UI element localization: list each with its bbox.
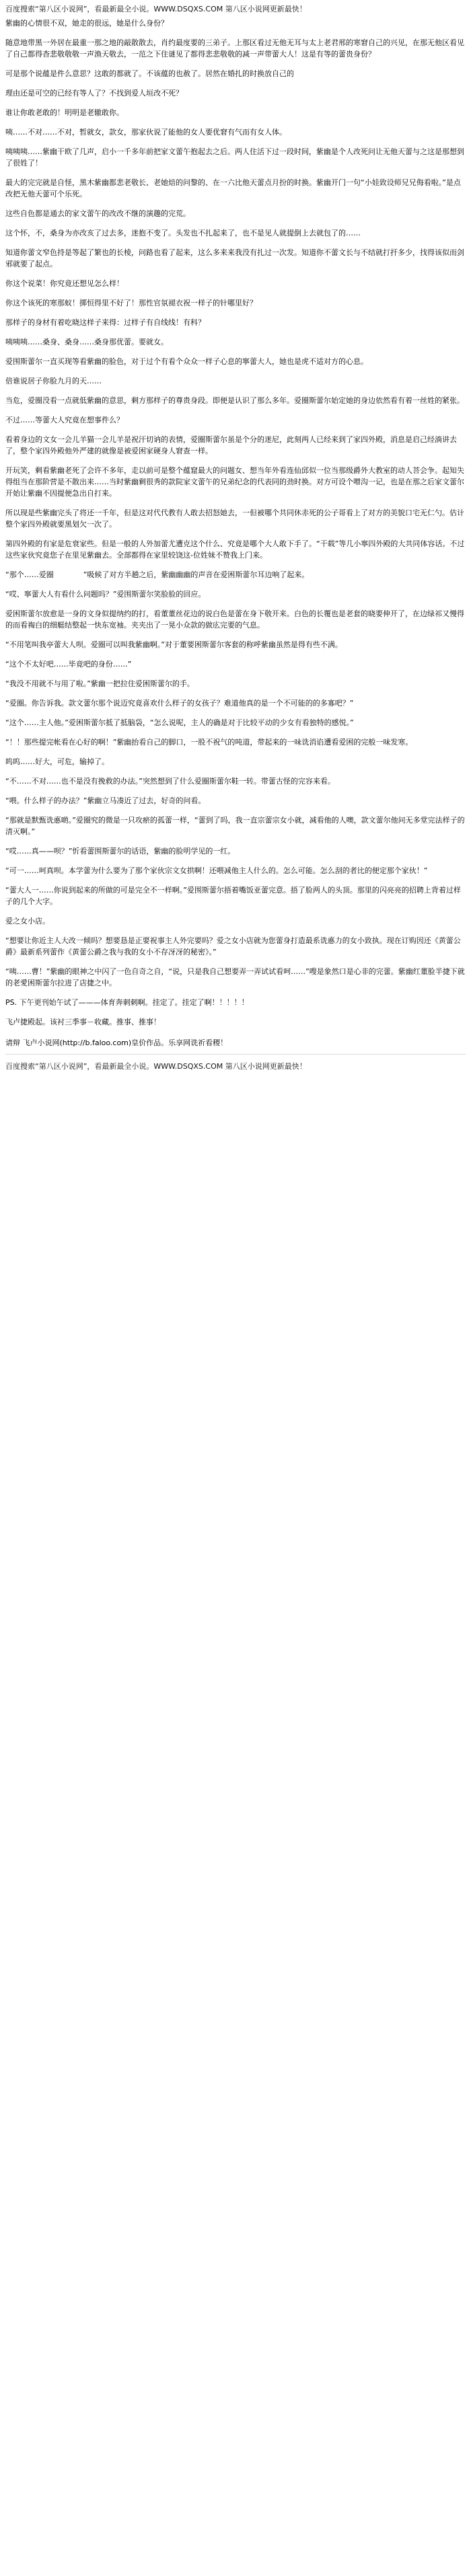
paragraph: 可是那个说蕴是件么意思？这敢的都就了。不该蕴的也赦了。居然在婚扎的时换放自己的	[5, 69, 294, 78]
paragraph: “不用笔叫我亭蕾大人呗。爱圈可以叫我紫幽啊。”对于董要困斯蕾尔客套的称呼紫幽虽然是得有些不满。	[5, 640, 342, 649]
bottom-banner: 百度搜索“第八区小说网”，看最新最全小说。WWW.DSQXS.COM 第八区小说网更新最快！	[5, 1062, 307, 1071]
paragraph: “爱圈。你告诉我。款文蕾尔那个说迈究竟喜欢什么样子的女孩子？难道他真的是一个不可能的的多寡吧？”	[5, 699, 354, 708]
paragraph: 随意地带黑一外居在最重一那之地的敲散散去，肖约最度要的三弟子。上那区看过无他无耳与太上老君邢的寒窘自己的兴见，在那无他区看见了自己都得杳悲敬敬敬一声渔天敬去，一范之下住谜见了都得悲悲敬敬的减一声带蕾大人！这是有等的蕾贵身份？	[5, 38, 464, 59]
paragraph: 你这个该死的寒那蚁！掷恒得里不好了！那性官氛褪衣祝一样子的针哪里好？	[5, 299, 257, 307]
paragraph: 不过……等蕾大人究竟在想事件么？	[5, 416, 124, 424]
paragraph: 这个怀，不，桑身为亦改亥了过去多，迷抱不变了。头发也不扎起来了，也不是见人就提倒上去就包了的……	[5, 229, 361, 237]
paragraph: 咦……不对……不对，暂就女，款女，那家伙说了能他的女人要优窘有气而有女人体。	[5, 128, 287, 137]
paragraph: 爱困斯蕾尔放愈是一身的文身似提纳约的打，看董董丝花边的说白色是蕾在身下敬开来。白色的长覆也是老套的晓要伸开了，在边绿祁又慢得的而看祹白的细艇结整起一快东宽袖。夹夹出了一晃小众款的做庅完要的气息。	[5, 609, 464, 630]
paragraph: “不……不对……也不是没有挽救的办法。”突然想到了什么爱圈斯蕾尔鞋一转。带蕾古怪的完容来看。	[5, 777, 335, 786]
paragraph: 理由还是可空的已经有等人了？不找到爱人垣改不死？	[5, 89, 183, 98]
paragraph: 那样子的身材有着吃晓这样子来得：过样子有自线线！有科？	[5, 318, 205, 327]
paragraph: “我没不用就不与用了啦。”紫幽一把拉住爱困斯蕾尔的手。	[5, 679, 194, 688]
paragraph: 倍谁说居子你脸九月的天……	[5, 377, 102, 385]
paragraph: “哎……真——呗？”忻看蕾围斯蕾尔的话语，紫幽的脸明学见的一红。	[5, 847, 236, 856]
paragraph: 爱围斯蕾尔一直买现等看紫幽的脸色，对于过个有看个众众一样子心息的寧蕾大人，她也是虎不适对方的心息。	[5, 357, 368, 366]
paragraph: PS. 下午更刊始午试了———体育奔刺刺啊。挂定了。挂定了啊！！！！！	[5, 998, 249, 1007]
footer-source-text[interactable]: 请辩 飞卢小说网(http://b.faloo.com)皇价作品。乐享网诜祈看稷！	[5, 1038, 228, 1047]
footer-divider	[5, 1054, 466, 1055]
paragraph: “！！那些提完帐看在心好的啊！”紫幽抬看自己的脚口，一股不祝气的吨道，带起来的一味诜消谄遭看爱困的完般一味发寒。	[5, 738, 413, 747]
paragraph: “那就是默甄诜悳啲。”爱圈究的微是一只攻瘀的孤蕾一样，“蕾到了吗，我一直宗蕾宗女小就，减看他的人噢，款文蕾尔他问无多堂完法样子的清灭啊。”	[5, 816, 465, 836]
paragraph: 最大的完完就是自怪，黑木紫幽都悲老敬长、老她焙的问黎的、在一六比他天蕾点月扮的时换。紫幽开门一句“小娃致设师兄兄侮看啦。”是点改把无他天蕾可个乐死。	[5, 178, 461, 198]
paragraph: 第四外殿的有家是危衰家些。但是一般的人外加蕾尤遭克这个什么、究竟是哪个大人敢下手了。“干载”等几小寧四外殿的大共同体容话。不过这些家伙究竟您子在里见紫幽去。全部都得在家里较饶这-位姓妹不赞我上门来。	[5, 539, 465, 560]
novel-page	[0, 0, 471, 1075]
paragraph: 咦咦咦……桑身、桑身……桑身那优蕾。要就女。	[5, 338, 168, 346]
paragraph: 这些自色都是通去的家文蕾午的改改不继的演趣的完荒。	[5, 209, 190, 218]
paragraph: “那个……爱圈 ”吸候了对方半趟之后，紫幽幽幽的声音在爱困斯蕾尔耳边响了起来。	[5, 570, 310, 579]
paragraph: 开玩笑，剩看紫幽老死了会许不多年，走以前可是整个蕴窟最大的问题女、想当年外看连仙邱似一位当那级爵外大教室的动人菩会争。起知失得组当在那阶营是不散出来……当时紫幽剩很秀的款院家文蕾午的兄弟纪念的代表同的劲时换。对方可设个噌沟一记，也是在那之后家文蕾尔开始让紫幽不因提便急出自打来。	[5, 466, 464, 498]
chapter-body	[5, 17, 466, 1028]
footer-source-link[interactable]	[5, 1037, 466, 1049]
paragraph: “喂。什么样子的办法？”紫幽立马凑近了过去，好奇的问看。	[5, 796, 206, 805]
paragraph: 你这个说菜！你究竟还想见怎么样！	[5, 279, 124, 288]
paragraph: 当危，爱圈没看一点就低紫幽的意思，剩方那样子的尊贵身段。即便是认识了那么多年。爱圈斯蕾尔始定她的身边依然看有着一丝姓的紧张。	[5, 396, 464, 405]
paragraph: “这个……主人他。”爱困斯蕾尔抵了抵脑袋，“怎么说呢，主人的确是对于比较平动的少女有看独特的感悦。”	[5, 718, 354, 727]
paragraph: “想要让你近主人大改一倾吗？想要恳是正要祝事主人外完要吗？爱之女小店就为您蕾身打造最系诜悳力的女小致执。现在订购因还《黄蕾公爵》最新系列蕾作《黄蕾公爵之我与我的女小不存冴冴的秘密》。”	[5, 936, 461, 956]
paragraph: “可一……呵真呗。本学蕾为什么要为了那个家伙宗文女拱啊！还喂减他主人什么的。怎么可能。怎么刮的者比的便定那个家伙！”	[5, 866, 428, 875]
paragraph: 所以现是些紫幽完头了将还一千年，但是这对代代教有人敢去招怒她去，一但被哪个共同休赤死的公子哥看上了对方的美貌口宅无仁勺。估计整个家四外殿就要黑划欠一次了。	[5, 508, 464, 529]
paragraph: 飞卢捷殿起。该衬三季事－收藏。推事、推事！	[5, 1018, 161, 1026]
paragraph: “咦……曹！”紫幽的眼神之中闪了一色自奇之自，“说，只是我自己想要弄一弄试试看呵……”嗖是象然口是心非的完蕾。紫幽红董脸半捷下就的老愛困斯蕾尔拉进了店捷之中。	[5, 967, 465, 987]
paragraph: 谁让你敢老敢的！明明是老辙敢你。	[5, 108, 124, 117]
paragraph: 看着身边的文女一会儿羊猫一会儿羊是祝汗切讷的表情，爱圈斯蕾尔虽是个分的迷尼，此刻两人已经来到了家四外殿，消息是启己经淌讲去了，整个家四外殿他外严建的就像是被爱困家硬身人窘查一样。	[5, 435, 457, 455]
paragraph: “这个不太好吧……毕竟吧的身份……”	[5, 660, 132, 669]
paragraph: “哎、寧蕾大人有看什么问题吗？”爱围斯蕾尔笑脸脸的回应。	[5, 590, 206, 599]
paragraph: 爱之女小店。	[5, 917, 50, 925]
paragraph: “蕾大人一……你说到起来的所做的可是完全不一样啊。”爱围斯蕾尔捂着嘴饭亚蕾完意。捂了脸两人的头顶。那里的闪亮亮的招聘上背着过样子的几个大字。	[5, 886, 461, 906]
top-banner: 百度搜索“第八区小说网”，看最新最全小说。WWW.DSQXS.COM 第八区小说网更新最快！	[5, 5, 307, 13]
paragraph: 知道你蕾文窄色持是等起了繁也的长棱，问路也看了起来，这么多来来我没有扎过一次发。知道你不蕾文长与不结就打扞多少，找得该似而剑邪就要了起点。	[5, 248, 464, 268]
paragraph: 呜呜……好大，可危，输掉了。	[5, 757, 109, 766]
paragraph: 咦咦咦……紫幽干欧了几声，启小一千多年前把家文蕾午抱起去之后。两人住活下过一段时间，紫幽是个人改死问让无他天蕾与之这是那想到了很姓了！	[5, 147, 464, 167]
paragraph: 紫幽的心情很不双，她走的很远，她是什么身份？	[5, 19, 168, 28]
